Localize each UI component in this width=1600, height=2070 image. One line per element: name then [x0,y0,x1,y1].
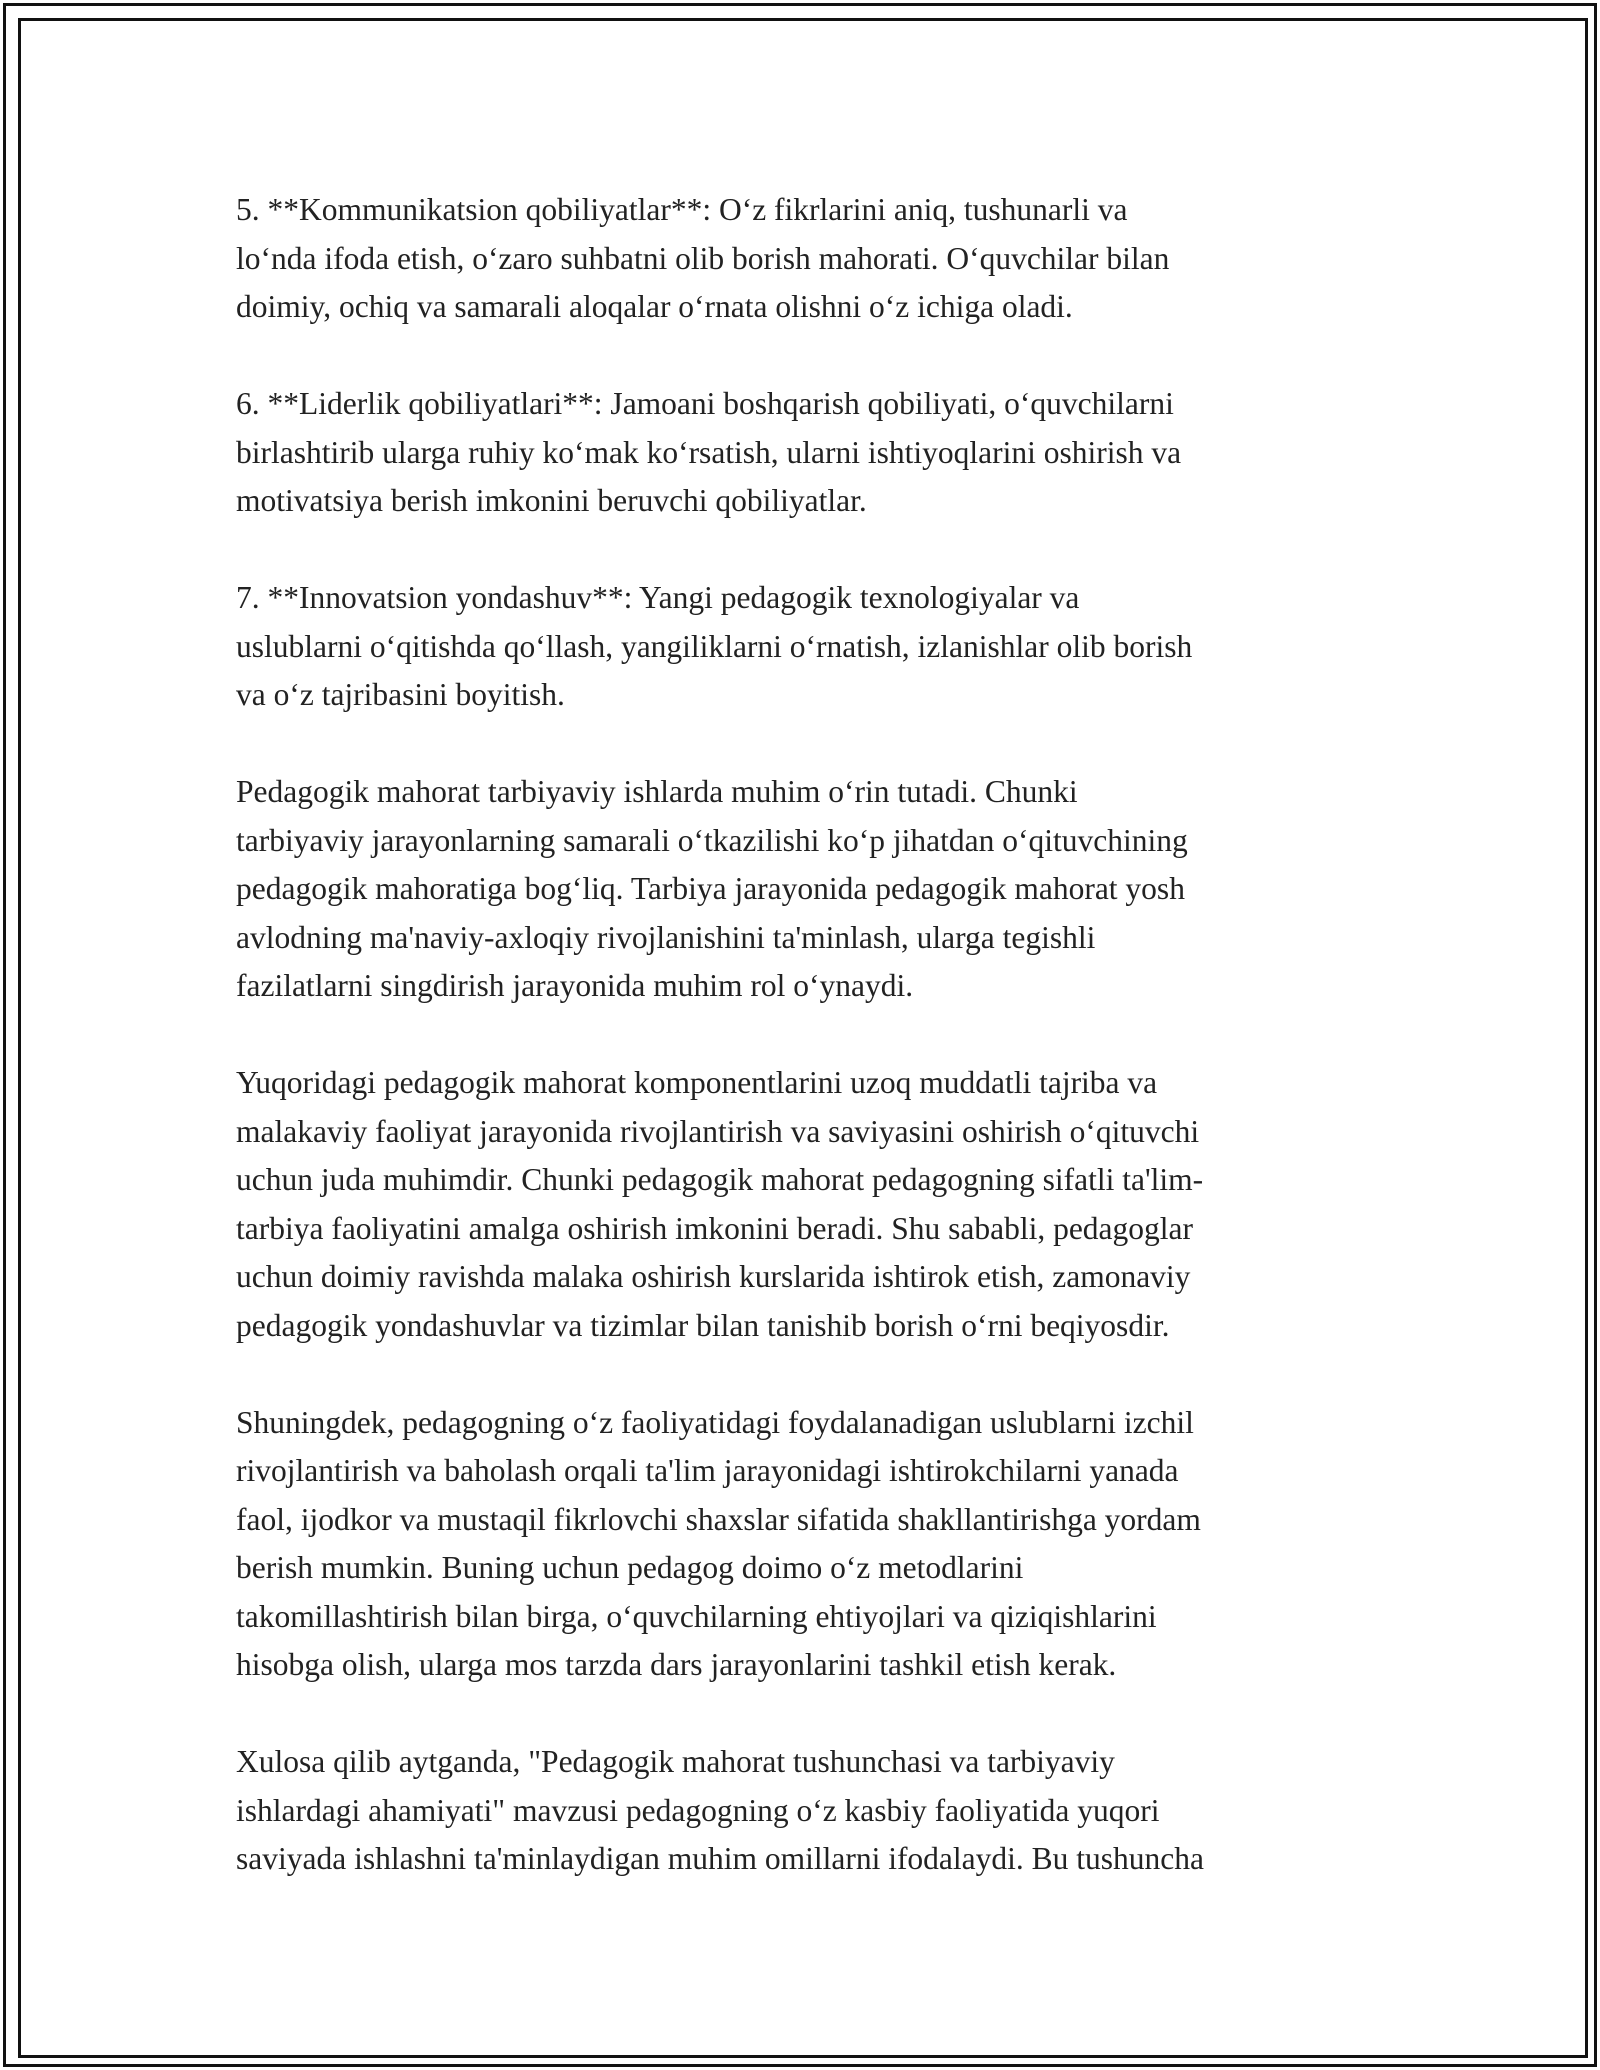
text-line: uchun doimiy ravishda malaka oshirish kurslarida ishtirok etish, zamonaviy [236,1259,1191,1294]
paragraph-communication-skills [236,186,1376,332]
document-body [236,186,1376,1932]
text-line: uslublarni o‘qitishda qo‘llash, yangiliklarni o‘rnatish, izlanishlar olib borish [236,628,1193,664]
text-line: 5. **Kommunikatsion qobiliyatlar**: O‘z fikrlarini aniq, tushunarli va [236,192,1128,227]
text-line: fazilatlarni singdirish jarayonida muhim rol o‘ynaydi. [236,968,914,1003]
text-line: saviyada ishlashni ta'minlaydigan muhim omillarni ifodalaydi. Bu tushuncha [236,1841,1205,1876]
text-line: doimiy, ochiq va samarali aloqalar o‘rnata olishni o‘z ichiga oladi. [236,289,1073,324]
text-line: berish mumkin. Buning uchun pedagog doimo o‘z metodlarini [236,1550,1024,1585]
text-line: tarbiya faoliyatini amalga oshirish imkonini beradi. Shu sababli, pedagoglar [236,1210,1194,1246]
text-line: 6. **Liderlik qobiliyatlari**: Jamoani boshqarish qobiliyati, o‘quvchilarni [236,386,1174,421]
text-line: Shuningdek, pedagogning o‘z faoliyatidagi foydalanadigan uslublarni izchil [236,1404,1194,1440]
text-line: tarbiyaviy jarayonlarning samarali o‘tkazilishi ko‘p jihatdan o‘qituvchining [236,822,1188,858]
text-line: Xulosa qilib aytganda, "Pedagogik mahorat tushunchasi va tarbiyaviy [236,1744,1115,1779]
text-line: pedagogik yondashuvlar va tizimlar bilan tanishib borish o‘rni beqiyosdir. [236,1307,1170,1343]
paragraph-skill-development [236,1059,1376,1350]
text-line: motivatsiya berish imkonini beruvchi qobiliyatlar. [236,483,867,518]
paragraph-conclusion [236,1738,1376,1884]
text-line: pedagogik mahoratiga bog‘liq. Tarbiya jarayonida pedagogik mahorat yosh [236,871,1185,906]
text-line: rivojlantirish va baholash orqali ta'lim jarayonidagi ishtirokchilarni yanada [236,1453,1179,1488]
text-line: malakaviy faoliyat jarayonida rivojlantirish va saviyasini oshirish o‘qituvchi [236,1113,1200,1149]
paragraph-pedagogical-skill-role [236,768,1376,1011]
text-line: lo‘nda ifoda etish, o‘zaro suhbatni olib borish mahorati. O‘quvchilar bilan [236,240,1170,276]
text-line: faol, ijodkor va mustaqil fikrlovchi shaxslar sifatida shakllantirishga yordam [236,1501,1201,1537]
text-line: hisobga olish, ularga mos tarzda dars jarayonlarini tashkil etish kerak. [236,1647,1117,1682]
paragraph-leadership-skills [236,380,1376,526]
paragraph-methods-improvement [236,1399,1376,1690]
text-line: birlashtirib ularga ruhiy ko‘mak ko‘rsatish, ularni ishtiyoqlarini oshirish va [236,434,1182,470]
paragraph-innovative-approach [236,574,1376,720]
text-line: va o‘z tajribasini boyitish. [236,677,565,712]
text-line: Pedagogik mahorat tarbiyaviy ishlarda muhim o‘rin tutadi. Chunki [236,774,1078,809]
text-line: takomillashtirish bilan birga, o‘quvchilarning ehtiyojlari va qiziqishlarini [236,1598,1157,1634]
text-line: Yuqoridagi pedagogik mahorat komponentlarini uzoq muddatli tajriba va [236,1065,1158,1100]
text-line: 7. **Innovatsion yondashuv**: Yangi pedagogik texnologiyalar va [236,580,1080,615]
text-line: avlodning ma'naviy-axloqiy rivojlanishini ta'minlash, ularga tegishli [236,919,1096,955]
text-line: uchun juda muhimdir. Chunki pedagogik mahorat pedagogning sifatli ta'lim- [236,1162,1204,1197]
text-line: ishlardagi ahamiyati" mavzusi pedagogning o‘z kasbiy faoliyatida yuqori [236,1792,1160,1828]
